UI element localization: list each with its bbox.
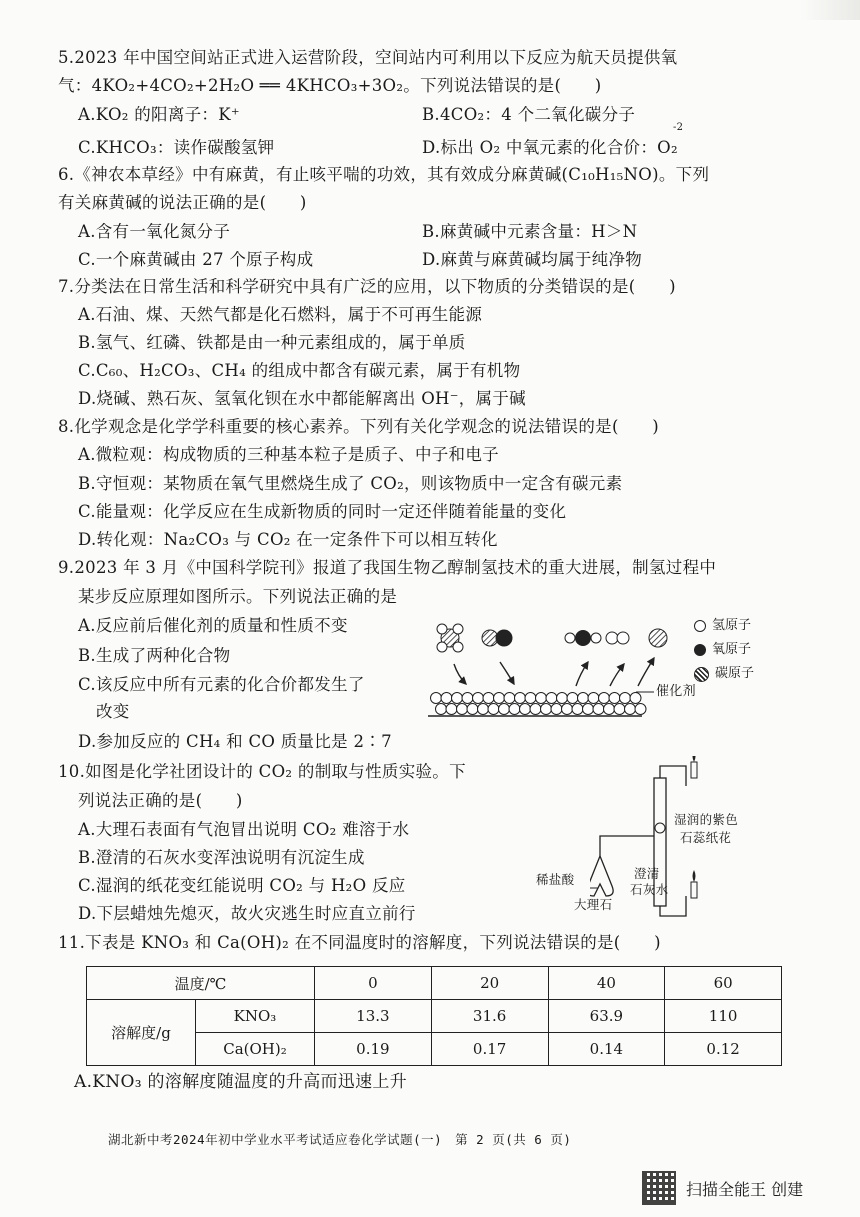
q10-option-b: B.澄清的石灰水变浑浊说明有沉淀生成 (78, 848, 365, 867)
q9-stem-line2: 某步反应原理如图所示。下列说法正确的是 (78, 587, 398, 606)
qr-code-icon (642, 1171, 676, 1205)
q6-stem-line1: 6.《神农本草经》中有麻黄，有止咳平喘的功效，其有效成分麻黄碱(C₁₀H₁₅NO)。下列 (58, 165, 710, 184)
catalyst-particle (599, 693, 610, 704)
q5-option-a: A.KO₂ 的阳离子：K⁺ (78, 105, 240, 124)
hydrogen-atom-icon (694, 620, 706, 632)
paper-flower-label-1: 湿润的紫色 (674, 812, 739, 827)
marble-label: 大理石 (574, 897, 613, 912)
q5-valence-mark: -2 (673, 122, 684, 133)
value-cell: 63.9 (548, 1000, 665, 1033)
value-cell: 13.3 (315, 1000, 432, 1033)
limewater-label-1: 澄清 (634, 866, 660, 881)
catalyst-particle (625, 704, 636, 715)
q8-stem: 8.化学观念是化学学科重要的核心素养。下列有关化学观念的说法错误的是( ) (58, 417, 660, 436)
q10-stem-line2: 列说法正确的是( ) (78, 791, 243, 810)
q5-stem-line1: 5.2023 年中国空间站正式进入运营阶段，空间站内可利用以下反应为航天员提供氧 (58, 48, 678, 67)
q9-option-c-cont: 改变 (96, 702, 130, 721)
catalyst-particle (525, 693, 536, 704)
substance-cell: KNO₃ (196, 1000, 315, 1033)
arrow-down-2 (500, 662, 514, 684)
q6-option-d: D.麻黄与麻黄碱均属于纯净物 (422, 250, 643, 269)
q6-stem-line2: 有关麻黄碱的说法正确的是( ) (58, 193, 307, 212)
methane-molecule (437, 624, 463, 652)
table-row (87, 1000, 782, 1033)
legend-carbon (694, 662, 754, 686)
catalyst-particle (620, 693, 631, 704)
q5-stem-line2: 气：4KO₂+4CO₂+2H₂O ══ 4KHCO₃+3O₂。下列说法错误的是( ) (58, 76, 602, 95)
q10-option-a: A.大理石表面有气泡冒出说明 CO₂ 难溶于水 (78, 820, 410, 839)
catalyst-particle (441, 693, 452, 704)
catalyst-particle (457, 704, 468, 715)
q11-stem: 11.下表是 KNO₃ 和 Ca(OH)₂ 在不同温度时的溶解度，下列说法错误的是( ) (58, 933, 661, 952)
catalyst-particle (546, 693, 557, 704)
co-molecule (482, 630, 512, 646)
arrow-up-2 (610, 664, 624, 686)
q9-legend (694, 614, 754, 686)
temp-cell: 0 (315, 967, 432, 1000)
catalyst-particle (488, 704, 499, 715)
catalyst-particle (630, 693, 641, 704)
q7-option-d: D.烧碱、熟石灰、氢氧化钡在水中都能解离出 OH⁻，属于碱 (78, 389, 526, 408)
catalyst-particle (635, 704, 646, 715)
q8-option-c: C.能量观：化学反应在生成新物质的同时一定还伴随着能量的变化 (78, 502, 567, 521)
catalyst-particle (509, 704, 520, 715)
catalyst-particle (494, 693, 505, 704)
legend-carbon-label: 碳原子 (715, 666, 755, 681)
value-cell: 0.14 (548, 1033, 665, 1066)
catalyst-particle (462, 693, 473, 704)
substance-cell: Ca(OH)₂ (196, 1033, 315, 1066)
hydrogen-molecule (606, 632, 629, 644)
limewater-label-2: 石灰水 (630, 882, 669, 897)
temp-cell: 40 (548, 967, 665, 1000)
catalyst-particle (436, 704, 447, 715)
q7-option-a: A.石油、煤、天然气都是化石燃料，属于不可再生能源 (78, 305, 483, 324)
table-header-row (87, 967, 782, 1000)
value-cell: 31.6 (431, 1000, 548, 1033)
catalyst-particle (431, 693, 442, 704)
temp-header: 温度/℃ (87, 967, 315, 1000)
page-footer: 湖北新中考2024年初中学业水平考试适应卷化学试题(一) 第 2 页(共 6 页) (108, 1132, 572, 1147)
legend-oxygen (694, 638, 754, 662)
q6-option-b: B.麻黄碱中元素含量：H＞N (422, 222, 638, 241)
y-tube (590, 856, 613, 896)
arrow-up-1 (576, 662, 588, 686)
carbon-atom-icon (694, 667, 709, 682)
catalyst-particle (504, 693, 515, 704)
q9-option-c: C.该反应中所有元素的化合价都发生了 (78, 675, 365, 694)
solubility-header: 溶解度/g (87, 1000, 196, 1066)
q8-option-a: A.微粒观：构成物质的三种基本粒子是质子、中子和电子 (78, 445, 499, 464)
q9-stem-line1: 9.2023 年 3 月《中国科学院刊》报道了我国生物乙醇制氢技术的重大进展，制氢过程中 (58, 558, 717, 577)
watermark-text: 扫描全能王 创建 (686, 1179, 804, 1199)
paper-flower (655, 823, 665, 833)
scanner-watermark (642, 1171, 852, 1205)
water-molecule (565, 630, 601, 646)
legend-hydrogen-label: 氢原子 (712, 618, 752, 633)
q10-option-d: D.下层蜡烛先熄灭，故火灾逃生时应直立前行 (78, 904, 416, 923)
catalyst-surface (431, 693, 647, 715)
catalyst-particle (567, 693, 578, 704)
catalyst-particle (536, 693, 547, 704)
arrow-up-3 (638, 658, 654, 686)
legend-oxygen-label: 氧原子 (712, 642, 752, 657)
q5-option-c: C.KHCO₃：读作碳酸氢钾 (78, 138, 275, 157)
q11-option-a: A.KNO₃ 的溶解度随温度的升高而迅速上升 (74, 1072, 408, 1092)
catalyst-particle (588, 693, 599, 704)
catalyst-particle (541, 704, 552, 715)
q7-option-b: B.氢气、红磷、铁都是由一种元素组成的，属于单质 (78, 333, 466, 352)
q7-stem: 7.分类法在日常生活和科学研究中具有广泛的应用，以下物质的分类错误的是( ) (58, 277, 676, 296)
catalyst-particle (572, 704, 583, 715)
q5-option-d: D.标出 O₂ 中氧元素的化合价：O₂ (422, 138, 678, 157)
q10-stem-line1: 10.如图是化学社团设计的 CO₂ 的制取与性质实验。下 (58, 762, 466, 781)
temp-cell: 20 (431, 967, 548, 1000)
catalyst-particle (473, 693, 484, 704)
catalyst-particle (583, 704, 594, 715)
carbon-atom (649, 629, 667, 647)
oxygen-atom-icon (694, 644, 706, 656)
q8-option-d: D.转化观：Na₂CO₃ 与 CO₂ 在一定条件下可以相互转化 (78, 530, 498, 549)
q8-option-b: B.守恒观：某物质在氧气里燃烧生成了 CO₂，则该物质中一定含有碳元素 (78, 474, 623, 493)
solubility-table (86, 966, 782, 1066)
q9-option-b: B.生成了两种化合物 (78, 646, 231, 665)
catalyst-particle (446, 704, 457, 715)
catalyst-particle (499, 704, 510, 715)
catalyst-particle (614, 704, 625, 715)
q9-option-d: D.参加反应的 CH₄ 和 CO 质量比是 2∶7 (78, 732, 392, 751)
top-candle (691, 762, 697, 778)
catalyst-particle (578, 693, 589, 704)
value-cell: 0.17 (431, 1033, 548, 1066)
value-cell: 0.12 (665, 1033, 782, 1066)
bottom-candle (691, 882, 697, 898)
q10-option-c: C.湿润的纸花变红能说明 CO₂ 与 H₂O 反应 (78, 876, 406, 895)
legend-hydrogen (694, 614, 754, 638)
value-cell: 110 (665, 1000, 782, 1033)
catalyst-particle (557, 693, 568, 704)
value-cell: 0.19 (315, 1033, 432, 1066)
catalyst-particle (478, 704, 489, 715)
arrow-down-1 (454, 664, 466, 684)
catalyst-particle (520, 704, 531, 715)
catalyst-particle (551, 704, 562, 715)
catalyst-particle (483, 693, 494, 704)
catalyst-particle (593, 704, 604, 715)
temp-cell: 60 (665, 967, 782, 1000)
acid-label: 稀盐酸 (536, 872, 575, 887)
q6-option-a: A.含有一氧化氮分子 (78, 222, 231, 241)
catalyst-particle (515, 693, 526, 704)
catalyst-particle (562, 704, 573, 715)
catalyst-particle (452, 693, 463, 704)
page-corner (800, 0, 860, 20)
catalyst-particle (467, 704, 478, 715)
q6-option-c: C.一个麻黄碱由 27 个原子构成 (78, 250, 314, 269)
catalyst-particle (604, 704, 615, 715)
catalyst-particle (609, 693, 620, 704)
q7-option-c: C.C₆₀、H₂CO₃、CH₄ 的组成中都含有碳元素，属于有机物 (78, 361, 521, 380)
catalyst-particle (530, 704, 541, 715)
catalyst-label: 催化剂 (656, 684, 696, 699)
paper-flower-label-2: 石蕊纸花 (680, 830, 732, 845)
q5-option-b: B.4CO₂：4 个二氧化碳分子 (422, 105, 636, 124)
q9-option-a: A.反应前后催化剂的质量和性质不变 (78, 616, 348, 635)
